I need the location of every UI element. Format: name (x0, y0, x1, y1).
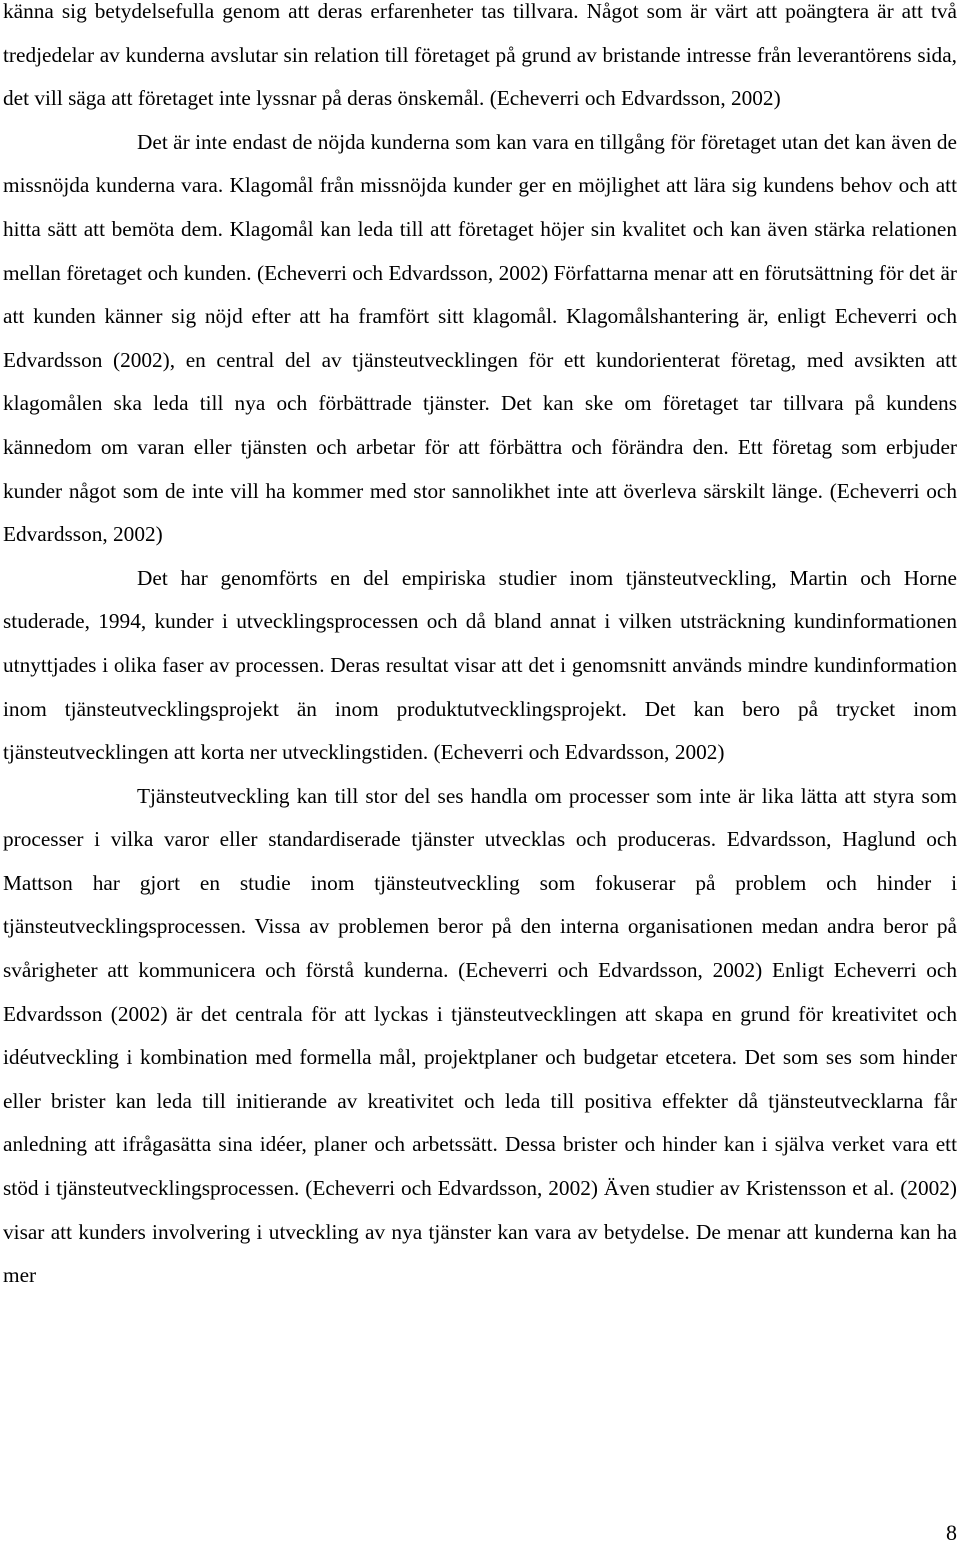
paragraph-1: känna sig betydelsefulla genom att deras erfarenheter tas tillvara. Något som är värt att poängtera är att två tredjedelar av kunderna avslutar sin relation till företaget på grund av bristande intresse från leverantörens sida, det vill säga att företaget inte lyssnar på deras önskemål. (Echeverri och Edvardsson, 2002) (3, 0, 957, 111)
paragraph-3: Det har genomförts en del empiriska studier inom tjänsteutveckling, Martin och Horne studerade, 1994, kunder i utvecklingsprocessen och då bland annat i vilken utsträckning kundinformationen utnyttjades i olika faser av processen. Deras resultat visar att det i genomsnitt används mindre kundinformation inom tjänsteutvecklingsprojekt än inom produktutvecklingsprojekt. Det kan bero på trycket inom tjänsteutvecklingen att korta ner utvecklingstiden. (Echeverri och Edvardsson, 2002) (3, 565, 957, 765)
paragraph-2: Det är inte endast de nöjda kunderna som kan vara en tillgång för företaget utan det kan även de missnöjda kunderna vara. Klagomål från missnöjda kunder ger en möjlighet att lära sig kundens behov och att hitta sätt att bemöta dem. Klagomål kan leda till att företaget höjer sin kvalitet och kan även stärka relationen mellan företaget och kunden. (Echeverri och Edvardsson, 2002) Författarna menar att en förutsättning för det är att kunden känner sig nöjd efter att ha framfört sitt klagomål. Klagomålshantering är, enligt Echeverri och Edvardsson (2002), en central del av tjänsteutvecklingen för ett kundorienterat företag, med avsikten att klagomålen ska leda till nya och förbättrade tjänster. Det kan ske om företaget tar tillvara på kundens kännedom om varan eller tjänsten och arbetar för att förbättra och förändra den. Ett företag som erbjuder kunder något som de inte vill ha kommer med stor sannolikhet inte att överleva särskilt länge. (Echeverri och Edvardsson, 2002) (3, 129, 957, 547)
page-number: 8 (946, 1520, 957, 1545)
body-text (3, 0, 957, 1298)
paragraph-4: Tjänsteutveckling kan till stor del ses handla om processer som inte är lika lätta att styra som processer i vilka varor eller standardiserade tjänster utvecklas och produceras. Edvardsson, Haglund och Mattson har gjort en studie inom tjänsteutveckling som fokuserar på problem och hinder i tjänsteutvecklingsprocessen. Vissa av problemen beror på den interna organisationen medan andra beror på svårigheter att kommunicera och förstå kunderna. (Echeverri och Edvardsson, 2002) Enligt Echeverri och Edvardsson (2002) är det centrala för att lyckas i tjänsteutvecklingen att skapa en grund för kreativitet och idéutveckling i kombination med formella mål, projektplaner och budgetar etcetera. Det som ses som hinder eller brister kan leda till initierande av kreativitet och leda till positiva effekter då tjänsteutvecklarna får anledning att ifrågasätta sina idéer, planer och arbetssätt. Dessa brister och hinder kan i själva verket vara ett stöd i tjänsteutvecklingsprocessen. (Echeverri och Edvardsson, 2002) Även studier av Kristensson et al. (2002) visar att kunders involvering i utveckling av nya tjänster kan vara av betydelse. De menar att kunderna kan ha mer (3, 783, 957, 1288)
